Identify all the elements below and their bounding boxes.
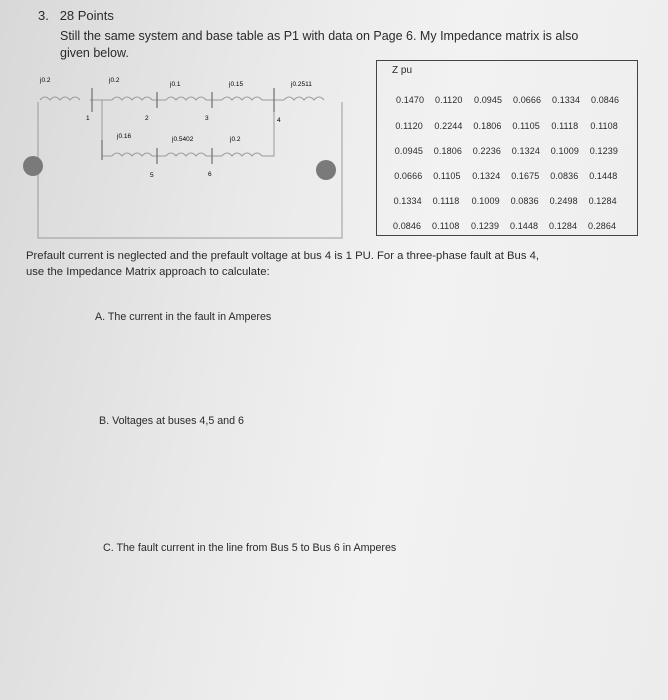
matrix-row: [395, 121, 629, 131]
matrix-row: [396, 95, 630, 105]
question-number: 3.: [38, 8, 49, 23]
part-b: B. Voltages at buses 4,5 and 6: [99, 415, 244, 427]
coil-8: [222, 153, 262, 156]
matrix-cell: 0.1334: [552, 95, 581, 105]
matrix-cell: 0.1120: [395, 121, 423, 131]
matrix-cell: 0.1118: [432, 196, 460, 206]
part-c: C. The fault current in the line from Bus 5 to Bus 6 in Amperes: [103, 542, 397, 554]
matrix-cell: 0.1324: [511, 146, 540, 156]
matrix-cell: 0.2864: [588, 221, 617, 231]
question-points: 28 Points: [59, 8, 114, 23]
part-a: A. The current in the fault in Amperes: [95, 311, 272, 323]
matrix-cell: 0.2244: [434, 121, 463, 131]
coil-5: [284, 97, 324, 100]
matrix-cell: 0.1108: [590, 121, 618, 131]
bus-label-6: 6: [208, 171, 212, 178]
matrix-cell: 0.1118: [551, 121, 579, 131]
coil-1: [40, 97, 80, 100]
matrix-cell: 0.1239: [471, 221, 500, 231]
matrix-cell: 0.0666: [394, 171, 423, 181]
matrix-cell: 0.1806: [433, 146, 462, 156]
matrix-cell: 0.1009: [550, 146, 579, 156]
coil-6: [112, 153, 152, 156]
source-left: [23, 156, 43, 176]
matrix-row: [395, 146, 629, 156]
bus-label-3: 3: [205, 115, 209, 122]
matrix-cell: 0.1470: [396, 95, 425, 105]
question-intro-line-1: Still the same system and base table as P1 with data on Page 6. My Impedance matrix is also: [60, 29, 579, 43]
label-z4: j0.15: [229, 81, 244, 88]
matrix-cell: 0.1324: [472, 171, 501, 181]
matrix-cell: 0.0846: [393, 221, 422, 231]
source-right: [316, 160, 336, 180]
matrix-cell: 0.1284: [588, 196, 617, 206]
matrix-cell: 0.1239: [589, 146, 618, 156]
matrix-cell: 0.1806: [473, 121, 502, 131]
label-z5: j0.2511: [291, 81, 312, 88]
matrix-cell: 0.1108: [432, 221, 460, 231]
matrix-label: Z pu: [392, 65, 413, 76]
matrix-cell: 0.1284: [549, 221, 578, 231]
label-z6: j0.16: [117, 133, 132, 140]
matrix-cell: 0.0846: [591, 95, 620, 105]
coil-2: [112, 97, 152, 100]
outer-loop-wire: [38, 102, 342, 238]
label-z2: j0.2: [109, 77, 120, 84]
matrix-cell: 0.2498: [549, 196, 578, 206]
question-intro-line-2: given below.: [60, 46, 129, 60]
bus-label-2: 2: [145, 115, 149, 122]
matrix-cell: 0.1105: [512, 121, 540, 131]
matrix-cell: 0.2236: [472, 146, 501, 156]
bus-label-5: 5: [150, 172, 154, 179]
matrix-cell: 0.0836: [510, 196, 539, 206]
bus-label-1: 1: [86, 115, 90, 122]
matrix-cell: 0.1448: [589, 171, 618, 181]
label-z7: j0.5402: [172, 136, 194, 143]
matrix-cell: 0.1334: [393, 196, 422, 206]
prefault-line-1: Prefault current is neglected and the prefault voltage at bus 4 is 1 PU. For a three-phase fault at Bus 4,: [26, 250, 540, 262]
bus-label-4: 4: [277, 117, 281, 124]
matrix-cell: 0.0666: [513, 95, 542, 105]
matrix-cell: 0.1009: [471, 196, 500, 206]
matrix-row: [394, 196, 628, 206]
label-z3: j0.1: [170, 81, 181, 88]
matrix-row: [393, 221, 627, 231]
matrix-cell: 0.1675: [511, 171, 540, 181]
coil-7: [166, 153, 206, 156]
matrix-row: [394, 171, 628, 181]
matrix-cell: 0.1105: [433, 171, 461, 181]
coil-3: [166, 97, 206, 100]
label-z1: j0.2: [40, 77, 51, 84]
coil-4: [222, 97, 262, 100]
matrix-cell: 0.0836: [550, 171, 579, 181]
matrix-cell: 0.0945: [474, 95, 503, 105]
prefault-line-2: use the Impedance Matrix approach to calculate:: [26, 266, 270, 278]
label-z8: j0.2: [230, 136, 241, 143]
matrix-cell: 0.0945: [394, 146, 423, 156]
matrix-cell: 0.1120: [435, 95, 463, 105]
matrix-cell: 0.1448: [510, 221, 539, 231]
